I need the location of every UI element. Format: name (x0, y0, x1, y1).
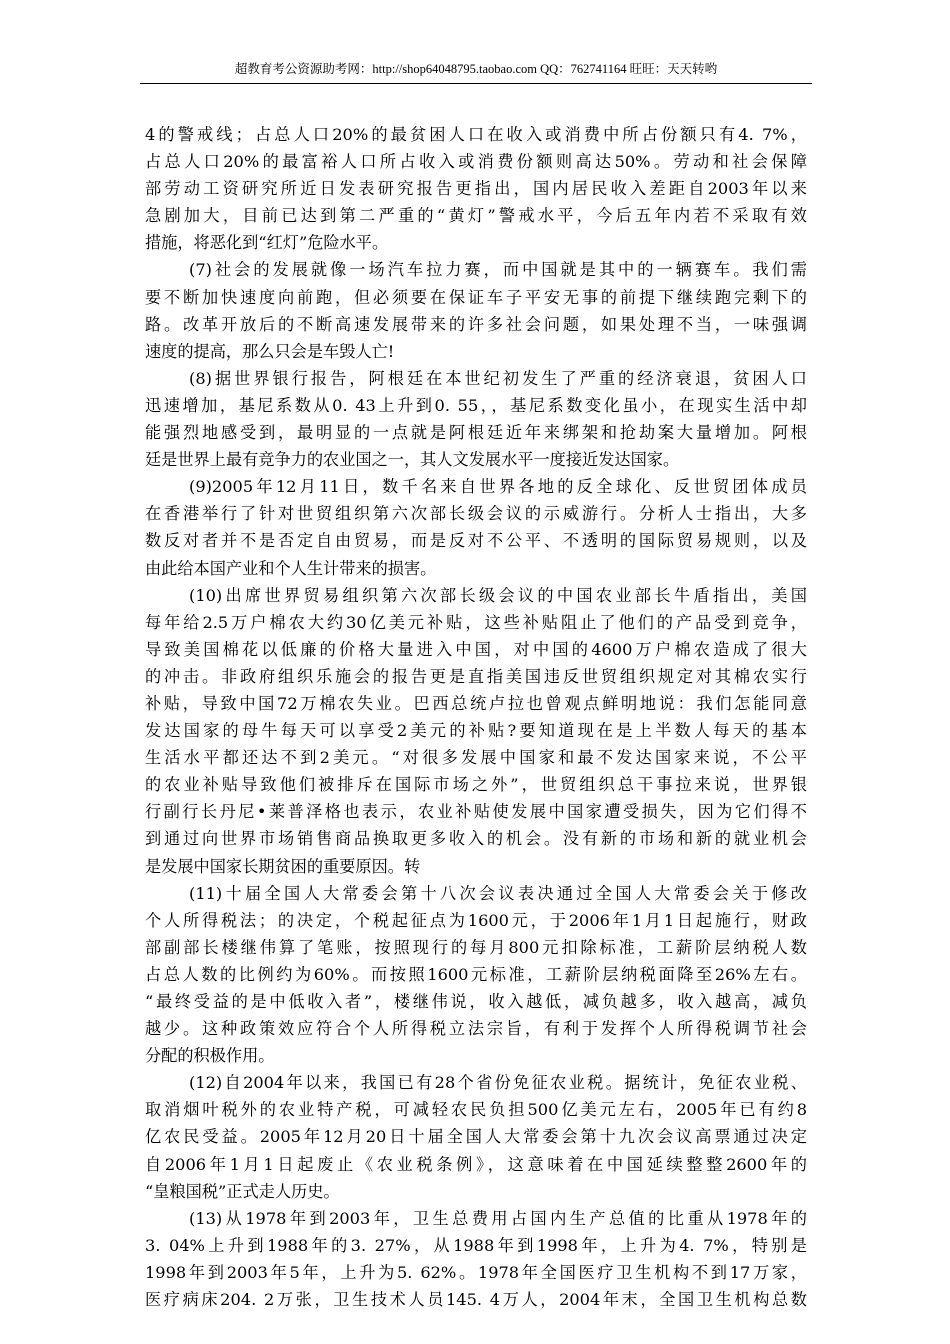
text-line: (8)据世界银行报告，阿根廷在本世纪初发生了严重的经济衰退，贫困人口 (189, 368, 807, 388)
text-line: 每年给2.5万户棉农大约30亿美元补贴，这些补贴阻止了他们的产品受到竞争， (145, 612, 807, 632)
text-line: (12)自2004年以来，我国已有28个省份免征农业税。据统计，免征农业税、 (189, 1073, 807, 1093)
text-line: (13)从1978年到2003年，卫生总费用占国内生产总值的比重从1978年的 (189, 1208, 807, 1228)
text-line: 急剧加大，目前已达到第二严重的“黄灯”警戒水平，今后五年内若不采取有效 (145, 206, 807, 226)
page-header: 超教育考公资源助考网：http://shop64048795.taobao.com QQ：762741164 旺旺：天天转哟 (234, 62, 718, 76)
text-line: 导致美国棉花以低廉的价格大量进入中国，对中国的4600万户棉农造成了很大 (145, 639, 807, 659)
text-line: “皇粮国税”正式走人历史。 (145, 1181, 340, 1201)
text-line: 廷是世界上最有竞争力的农业国之一，其人文发展水平一度接近发达国家。 (145, 450, 680, 470)
text-line: 行副行长丹尼•莱普泽格也表示，农业补贴使发展中国家遭受损失，因为它们得不 (145, 802, 807, 822)
text-line: (11)十届全国人大常委会第十八次会议表决通过全国人大常委会关于修改 (189, 883, 807, 903)
header-divider (140, 83, 812, 84)
text-line: 占总人口20%的最富裕人口所占收入或消费份额则高达50%。劳动和社会保障 (145, 152, 807, 172)
text-line: 部劳动工资研究所近日发表研究报告更指出，国内居民收入差距自2003年以来 (145, 179, 807, 199)
text-line: 自2006年1月1日起废止《农业税条例》，这意味着在中国延续整整2600年的 (145, 1154, 807, 1174)
text-line: 迅速增加，基尼系数从0. 43上升到0. 55，，基尼系数变化虽小，在现实生活中却 (145, 395, 807, 415)
text-line: 的冲击。非政府组织乐施会的报告更是直指美国违反世贸组织规定对其棉农实行 (145, 666, 807, 686)
text-line: 路。改革开放后的不断高速发展带来的许多社会问题，如果处理不当，一味强调 (145, 314, 807, 334)
text-line: 分配的积极作用。 (145, 1046, 275, 1066)
text-line: 到通过向世界市场销售商品换取更多收入的机会。没有新的市场和新的就业机会 (145, 829, 807, 849)
text-line: 要不断加快速度向前跑，但必须要在保证车子平安无事的前提下继续跑完剩下的 (145, 287, 807, 307)
text-line: 能强烈地感受到，最明显的一点就是阿根廷近年来绑架和抢劫案大量增加。阿根 (145, 423, 807, 443)
text-line: 发达国家的母牛每天可以享受2美元的补贴?要知道现在是上半数人每天的基本 (145, 721, 807, 741)
text-line: 补贴，导致中国72万棉农失业。巴西总统卢拉也曾观点鲜明地说：我们怎能同意 (145, 693, 807, 713)
text-line: 占总人数的比例约为60%。而按照1600元标准，工薪阶层纳税面降至26%左右。 (145, 964, 807, 984)
text-line: 部副部长楼继伟算了笔账，按照现行的每月800元扣除标准，工薪阶层纳税人数 (145, 937, 807, 957)
text-line: “最终受益的是中低收入者”，楼继伟说，收入越低，减负越多，收入越高，减负 (145, 992, 807, 1011)
text-line: 取消烟叶税外的农业特产税，可减轻农民负担500亿美元左右，2005年已有约8 (145, 1100, 807, 1120)
text-line: 由此给本国产业和个人生计带来的损害。 (145, 558, 437, 578)
text-line: (10)出席世界贸易组织第六次部长级会议的中国农业部长牛盾指出，美国 (189, 585, 807, 605)
document-body (145, 121, 807, 1313)
text-line: 措施，将恶化到“红灯”危险水平。 (145, 233, 389, 253)
text-line: 是发展中国家长期贫困的重要原因。转 (145, 856, 421, 876)
text-line: 生活水平都还达不到2美元。“对很多发展中国家和最不发达国家来说，不公平 (145, 748, 807, 768)
text-line: 速度的提高，那么只会是车毁人亡! (145, 341, 395, 361)
text-line: 的农业补贴导致他们被排斥在国际市场之外”，世贸组织总干事拉来说，世界银 (145, 775, 807, 795)
text-line: 1998年到2003年5年，上升为5. 62%。1978年全国医疗卫生机构不到17万家， (145, 1262, 807, 1282)
text-line: (9)2005年12月11日，数千名来自世界各地的反全球化、反世贸团体成员 (189, 477, 807, 497)
text-line: 4的警戒线；占总人口20%的最贫困人口在收入或消费中所占份额只有4. 7%， (145, 125, 807, 144)
text-line: 在香港举行了针对世贸组织第六次部长级会议的示威游行。分析人士指出，大多 (145, 504, 807, 524)
text-line: 医疗病床204. 2万张，卫生技术人员145. 4万人，2004年末，全国卫生机构总数 (145, 1290, 807, 1310)
text-line: 亿农民受益。2005年12月20日十届全国人大常委会第十九次会议高票通过决定 (145, 1127, 807, 1147)
text-line: 个人所得税法；的决定，个税起征点为1600元，于2006年1月1日起施行，财政 (145, 910, 807, 930)
text-line: (7)社会的发展就像一场汽车拉力赛，而中国就是其中的一辆赛车。我们需 (189, 260, 807, 280)
text-line: 数反对者并不是否定自由贸易，而是反对不公平、不透明的国际贸易规则，以及 (145, 531, 807, 551)
text-line: 越少。这种政策效应符合个人所得税立法宗旨，有利于发挥个人所得税调节社会 (145, 1019, 807, 1039)
text-line: 3. 04%上升到1988年的3. 27%，从1988年到1998年，上升为4. 7%，特别是 (145, 1235, 807, 1255)
